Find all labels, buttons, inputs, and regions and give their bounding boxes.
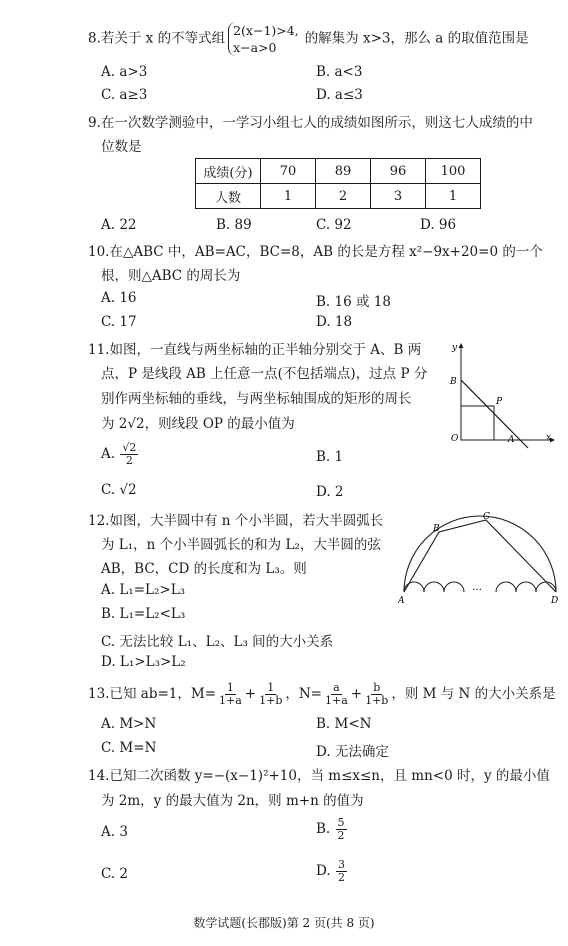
q11-option-c: C. √2 bbox=[101, 482, 137, 498]
q12-fig-dots: … bbox=[472, 582, 482, 593]
fraction-denominator: 2 bbox=[337, 829, 345, 842]
q14-stem-line1 bbox=[88, 764, 550, 784]
fraction-denominator: 1+a bbox=[219, 694, 242, 707]
table-cell: 成绩(分) bbox=[196, 159, 261, 184]
q10-number: 10. bbox=[88, 244, 110, 260]
q13-fraction-4 bbox=[363, 682, 390, 707]
q8-stem bbox=[88, 22, 529, 56]
q14-option-d-label: D. bbox=[316, 863, 331, 879]
q12-fig-c-label: C bbox=[483, 512, 490, 522]
q10-text-1: 在△ABC 中，AB=AC，BC=8，AB 的长是方程 x²−9x+20=0 的一个 bbox=[109, 244, 543, 260]
fraction-denominator: 1+a bbox=[325, 694, 348, 707]
q12-semicircle-figure bbox=[398, 512, 562, 604]
q8-inequality-system bbox=[228, 22, 299, 56]
q12-text-1: 如图，大半圆中有 n 个小半圆，若大半圆弧长 bbox=[109, 513, 384, 529]
q11-fig-o-label: O bbox=[451, 434, 459, 444]
q11-fig-x-label: x bbox=[546, 433, 552, 443]
q14-option-b-fraction bbox=[336, 817, 347, 842]
q14-option-b-label: B. bbox=[316, 821, 331, 837]
q12-option-c: C. 无法比较 L₁、L₂、L₃ 间的大小关系 bbox=[101, 634, 334, 650]
q8-option-c: C. a≥3 bbox=[101, 87, 148, 103]
q12-number: 12. bbox=[88, 513, 110, 529]
q13-number: 13. bbox=[88, 686, 110, 702]
q12-stem-line3: AB，BC，CD 的长度和为 L₃。则 bbox=[101, 561, 307, 577]
q9-stem-line2: 位数是 bbox=[101, 139, 142, 155]
q11-fig-a-label: A bbox=[508, 435, 515, 445]
table-cell: 2 bbox=[316, 184, 371, 209]
table-cell: 3 bbox=[371, 184, 426, 209]
fraction-numerator: 5 bbox=[337, 816, 345, 829]
q9-score-table bbox=[195, 158, 481, 209]
q13-fraction-3 bbox=[323, 682, 350, 707]
q8-option-b: B. a<3 bbox=[316, 64, 363, 80]
q9-option-b: B. 89 bbox=[216, 217, 252, 233]
q9-option-c: C. 92 bbox=[316, 217, 352, 233]
q14-text-1: 已知二次函数 y=−(x−1)²+10，当 m≤x≤n，且 mn<0 时，y 的最小值 bbox=[109, 768, 550, 784]
q9-number: 9. bbox=[88, 115, 101, 131]
q14-option-b bbox=[316, 817, 348, 842]
q12-fig-b-label: B bbox=[433, 524, 440, 534]
q11-number: 11. bbox=[88, 342, 110, 358]
q11-option-d: D. 2 bbox=[316, 484, 344, 500]
q11-text-1: 如图，一直线与两坐标轴的正半轴分别交于 A、B 两 bbox=[109, 342, 422, 358]
q8-option-d: D. a≤3 bbox=[316, 87, 363, 103]
q8-stem-post: 的解集为 x>3，那么 a 的取值范围是 bbox=[304, 30, 529, 47]
q11-stem-line1 bbox=[88, 338, 421, 358]
q14-option-d-fraction bbox=[336, 859, 347, 884]
q10-stem-line2: 根，则△ABC 的周长为 bbox=[101, 268, 241, 284]
q13-option-b: B. M<N bbox=[316, 716, 372, 732]
q12-stem-line1 bbox=[88, 509, 383, 529]
q10-option-a: A. 16 bbox=[101, 290, 137, 306]
q13-text-mid: ，N= bbox=[285, 686, 322, 702]
q14-option-c: C. 2 bbox=[101, 866, 129, 882]
q13-option-a: A. M>N bbox=[101, 716, 157, 732]
fraction-numerator: a bbox=[333, 681, 340, 694]
q8-number: 8. bbox=[88, 30, 101, 47]
table-cell: 1 bbox=[426, 184, 481, 209]
q10-option-b: B. 16 或 18 bbox=[316, 294, 391, 310]
q11-stem-line2: 点，P 是线段 AB 上任意一点(不包括端点)，过点 P 分 bbox=[101, 366, 428, 382]
table-row bbox=[196, 184, 481, 209]
q11-option-b: B. 1 bbox=[316, 449, 344, 465]
q12-option-b: B. L₁=L₂<L₃ bbox=[101, 606, 186, 622]
q13-fraction-1 bbox=[217, 682, 244, 707]
q13-stem bbox=[88, 682, 556, 707]
fraction-numerator: 3 bbox=[337, 858, 345, 871]
page-footer: 数学试题(长郡版)第 2 页(共 8 页) bbox=[193, 916, 375, 930]
q11-stem-line4: 为 2√2，则线段 OP 的最小值为 bbox=[101, 416, 295, 432]
q12-fig-a-label: A bbox=[398, 596, 405, 604]
q11-option-a-label: A. bbox=[101, 446, 116, 462]
q11-option-a-fraction bbox=[120, 442, 138, 467]
q13-text-post: ，则 M 与 N 的大小关系是 bbox=[391, 686, 556, 702]
q11-option-a bbox=[101, 442, 139, 467]
q12-stem-line2: 为 L₁，n 个小半圆弧长的和为 L₂，大半圆的弦 bbox=[101, 537, 381, 553]
q13-text-pre: 已知 ab=1，M= bbox=[109, 686, 217, 702]
fraction-numerator: b bbox=[373, 681, 381, 694]
table-cell: 100 bbox=[426, 159, 481, 184]
q8-inequality-2: x−a>0 bbox=[233, 40, 277, 55]
q13-plus-2: + bbox=[350, 686, 363, 702]
q10-option-d: D. 18 bbox=[316, 314, 353, 330]
table-cell: 人数 bbox=[196, 184, 261, 209]
fraction-numerator: 1 bbox=[267, 681, 275, 694]
fraction-numerator: 1 bbox=[226, 681, 234, 694]
q12-fig-d-label: D bbox=[551, 596, 559, 604]
q10-option-c: C. 17 bbox=[101, 314, 137, 330]
q14-option-d bbox=[316, 859, 348, 884]
fraction-denominator: 1+b bbox=[365, 694, 389, 707]
q13-option-c: C. M=N bbox=[101, 740, 157, 756]
table-cell: 96 bbox=[371, 159, 426, 184]
q13-option-d: D. 无法确定 bbox=[316, 744, 389, 760]
q10-stem-line1 bbox=[88, 240, 543, 260]
table-row bbox=[196, 159, 481, 184]
fraction-denominator: 2 bbox=[337, 871, 345, 884]
q11-stem-line3: 别作两坐标轴的垂线，与两坐标轴围成的矩形的周长 bbox=[101, 391, 412, 407]
q9-text-1: 在一次数学测验中，一学习小组七人的成绩如图所示，则这七人成绩的中 bbox=[100, 115, 533, 131]
q9-option-a: A. 22 bbox=[101, 217, 137, 233]
table-cell: 70 bbox=[261, 159, 316, 184]
q13-fraction-2 bbox=[257, 682, 284, 707]
fraction-denominator: 2 bbox=[125, 454, 133, 467]
q9-stem-line1 bbox=[88, 111, 533, 131]
q14-stem-line2: 为 2m，y 的最大值为 2n，则 m+n 的值为 bbox=[101, 793, 364, 809]
q11-fig-y-label: y bbox=[452, 343, 458, 353]
q8-inequality-1: 2(x−1)>4, bbox=[233, 23, 299, 38]
q11-fig-b-label: B bbox=[450, 377, 457, 387]
q13-plus-1: + bbox=[244, 686, 257, 702]
q12-option-d: D. L₁>L₃>L₂ bbox=[101, 654, 186, 670]
fraction-denominator: 1+b bbox=[259, 694, 283, 707]
q11-fig-p-label: P bbox=[496, 397, 503, 407]
q8-option-a: A. a>3 bbox=[101, 64, 148, 80]
q9-option-d: D. 96 bbox=[420, 217, 457, 233]
q11-coordinate-figure bbox=[446, 340, 556, 452]
fraction-numerator: √2 bbox=[122, 441, 137, 454]
q8-stem-pre: 若关于 x 的不等式组 bbox=[100, 30, 226, 47]
q14-number: 14. bbox=[88, 768, 110, 784]
table-cell: 89 bbox=[316, 159, 371, 184]
table-cell: 1 bbox=[261, 184, 316, 209]
q14-option-a: A. 3 bbox=[101, 824, 128, 840]
q12-option-a: A. L₁=L₂>L₃ bbox=[101, 582, 186, 598]
